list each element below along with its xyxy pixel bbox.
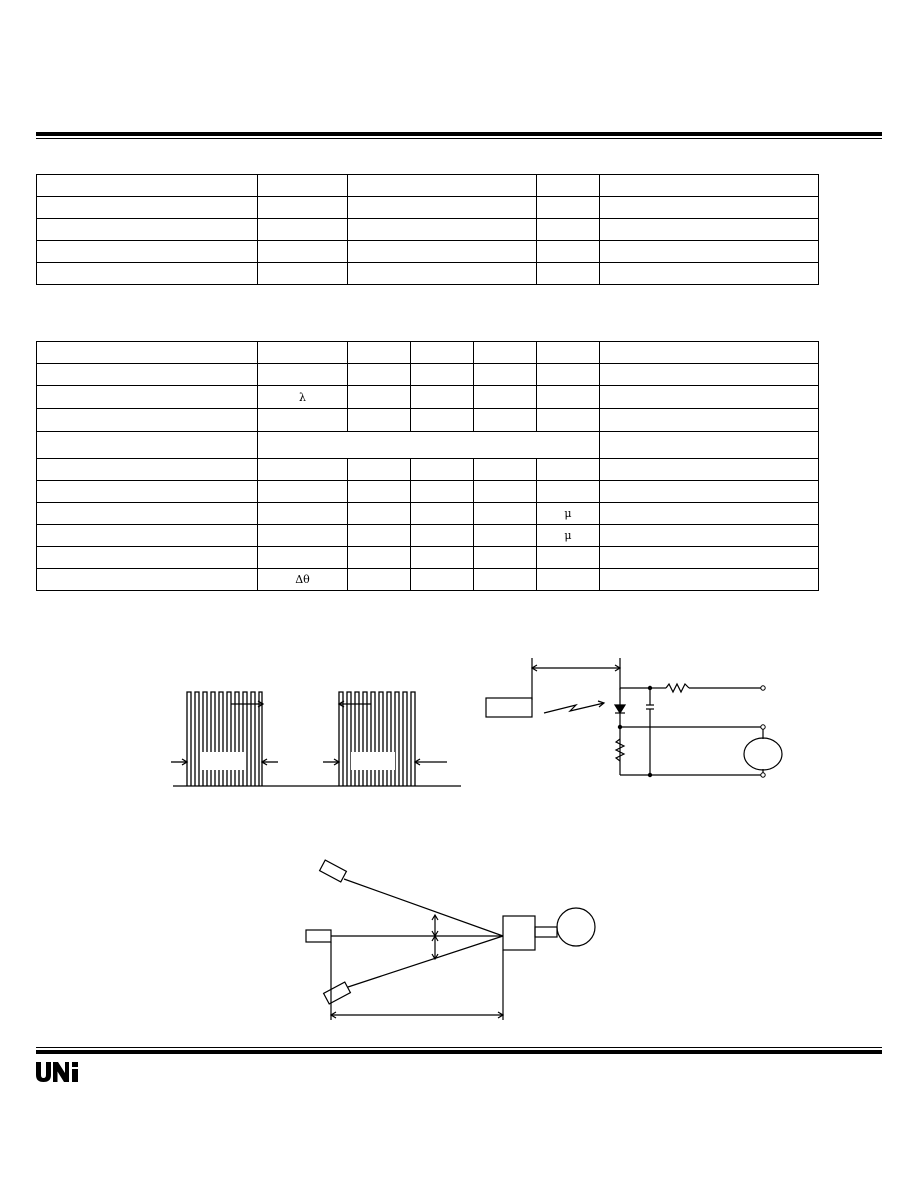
table-row [37, 503, 819, 525]
micro-symbol: μ [537, 503, 600, 525]
table-row [37, 459, 819, 481]
header-rule-thin [36, 138, 882, 139]
ratings-table [36, 174, 819, 285]
table-row [37, 219, 819, 241]
table-row [37, 364, 819, 386]
uni-logo [36, 1059, 84, 1083]
table-row [37, 569, 819, 591]
angle-symbol: Δθ [258, 569, 348, 591]
test-circuit-diagram [484, 655, 784, 780]
characteristics-table [36, 341, 819, 591]
table-row-merged [37, 432, 819, 459]
footer-rule-thin [36, 1047, 882, 1048]
table-row [37, 409, 819, 432]
table-row [37, 481, 819, 503]
pulse-waveform-diagram [165, 684, 465, 794]
table-row [37, 547, 819, 569]
table-row [37, 197, 819, 219]
wavelength-symbol: λ [258, 386, 348, 409]
footer-rule [36, 1050, 882, 1054]
header-rule [36, 132, 882, 136]
table-row [37, 175, 819, 197]
table-row [37, 241, 819, 263]
table-row [37, 386, 819, 409]
table-row [37, 525, 819, 547]
directivity-diagram [300, 855, 600, 1025]
micro-symbol: μ [537, 525, 600, 547]
table-row [37, 342, 819, 364]
table-row [37, 263, 819, 285]
